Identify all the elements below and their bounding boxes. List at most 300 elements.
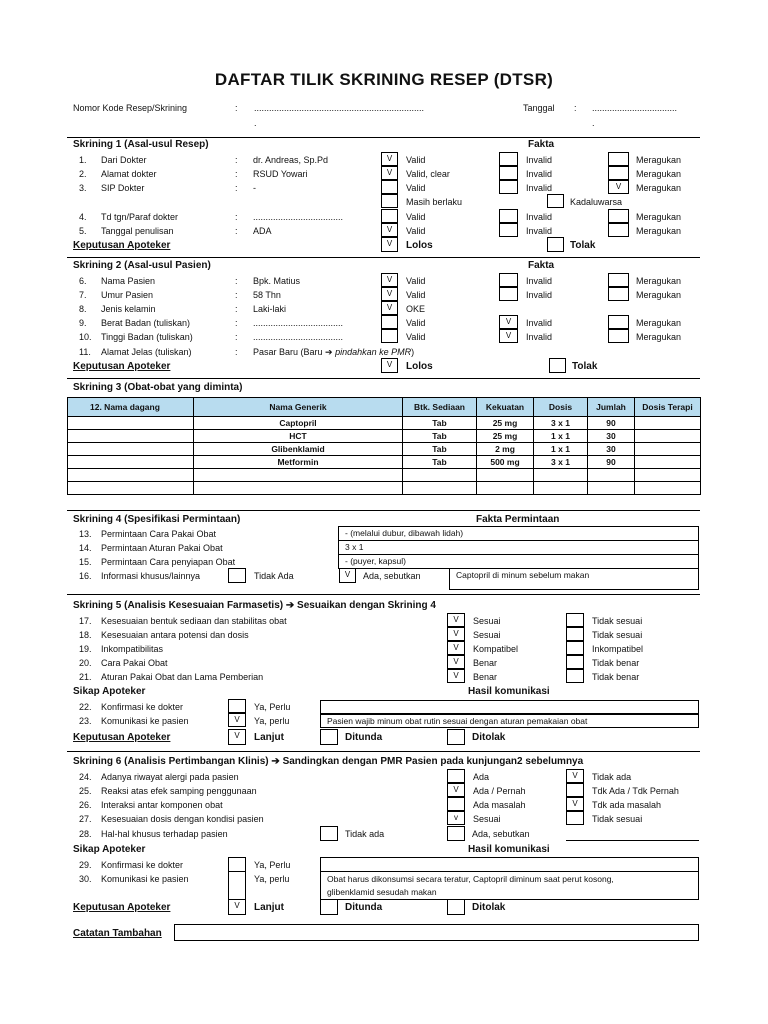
row-label: Reaksi atas efek samping penggunaan (101, 786, 257, 796)
option-label: Invalid (526, 169, 553, 179)
row-number: 1. (79, 155, 87, 165)
option-label: Invalid (526, 183, 553, 193)
row-number: 8. (79, 304, 87, 314)
option-label: Valid (406, 226, 426, 236)
row-number: 7. (79, 290, 87, 300)
row-label: Aturan Pakai Obat dan Lama Pemberian (101, 672, 264, 682)
table-row (68, 456, 701, 469)
option-label: Tdk ada masalah (592, 800, 662, 810)
s2-title: Skrining 2 (Asal-usul Pasien) (73, 260, 211, 271)
hasil-label: Hasil komunikasi (468, 686, 550, 697)
lolos-checkbox[interactable]: V (381, 358, 398, 373)
column-header: Dosis (534, 398, 588, 417)
row-label: Kesesuaian bentuk sediaan dan stabilitas obat (101, 616, 287, 626)
checkbox[interactable]: V (566, 769, 584, 783)
colon: : (235, 155, 238, 165)
note-line: glibenklamid sesudah makan (327, 887, 437, 897)
option-label: OKE (406, 304, 426, 314)
lanjut-label: Lanjut (254, 732, 284, 743)
fakta-field[interactable]: - (melalui dubur, dibawah lidah) (338, 526, 699, 541)
row-label: Kesesuaian dosis dengan kondisi pasien (101, 814, 264, 824)
column-header: Nama Generik (194, 398, 403, 417)
hasil-note-field[interactable] (320, 871, 699, 900)
option-label: Ada / Pernah (473, 786, 526, 796)
checkbox[interactable]: V (447, 783, 465, 797)
row-label: Alamat Jelas (tuliskan) (101, 347, 192, 357)
row-number: 20. (79, 658, 92, 668)
checkbox[interactable]: V (499, 315, 518, 329)
table-cell (635, 456, 701, 469)
row-label: Td tgn/Paraf dokter (101, 212, 179, 222)
table-cell (635, 469, 701, 482)
lanjut-label: Lanjut (254, 902, 284, 913)
s3-title: Skrining 3 (Obat-obat yang diminta) (73, 382, 243, 393)
option-label: Masih berlaku (406, 197, 463, 207)
row-number: 21. (79, 672, 92, 682)
option-label: Invalid (526, 290, 553, 300)
note-line: Obat harus dikonsumsi secara teratur, Captopril diminum saat perut kosong, (327, 874, 614, 884)
ditolak-label: Ditolak (472, 902, 506, 913)
checkbox[interactable] (608, 209, 629, 223)
checkbox[interactable] (447, 797, 465, 811)
table-cell: 30 (588, 443, 635, 456)
checkbox[interactable] (228, 871, 246, 900)
row-number: 18. (79, 630, 92, 640)
row-number: 3. (79, 183, 87, 193)
checkbox[interactable] (499, 180, 518, 194)
checkbox[interactable] (499, 166, 518, 180)
catatan-field[interactable] (174, 924, 699, 941)
option-label: Sesuai (473, 814, 501, 824)
divider (67, 378, 700, 379)
table-cell: 25 mg (477, 430, 534, 443)
checkbox[interactable] (608, 273, 629, 287)
checkbox[interactable]: V (447, 669, 465, 683)
option-label: Meragukan (636, 169, 682, 179)
row-label: SIP Dokter (101, 183, 145, 193)
row-number: 15. (79, 557, 92, 567)
catatan-label: Catatan Tambahan (73, 928, 162, 939)
checkbox[interactable] (228, 699, 246, 713)
table-cell (477, 482, 534, 495)
option-label: Tidak sesuai (592, 814, 643, 824)
row-label: Komunikasi ke pasien (101, 874, 189, 884)
option-label: Invalid (526, 318, 553, 328)
colon: : (235, 212, 238, 222)
alamat-value: Pasar Baru (Baru ➔ pindahkan ke PMR) (253, 347, 415, 357)
divider (67, 257, 700, 258)
table-cell (588, 469, 635, 482)
sebutkan-line (566, 840, 699, 841)
row-value: Bpk. Matius (253, 276, 301, 286)
row-label: Nama Pasien (101, 276, 156, 286)
option-label: Meragukan (636, 318, 682, 328)
row-label: Adanya riwayat alergi pada pasien (101, 772, 239, 782)
row-value: .................................... (253, 212, 344, 222)
checkbox[interactable] (381, 329, 398, 343)
option-label: Tidak ada (345, 829, 385, 839)
checkbox[interactable]: V (381, 166, 398, 180)
row-number: 19. (79, 644, 92, 654)
row-value: - (253, 183, 256, 193)
checkbox[interactable]: V (381, 223, 398, 237)
option-label: Meragukan (636, 226, 682, 236)
row-value: .................................... (253, 318, 344, 328)
keputusan-label: Keputusan Apoteker (73, 732, 171, 743)
table-cell (534, 482, 588, 495)
option-label: Tdk Ada / Tdk Pernah (592, 786, 679, 796)
colon: : (235, 169, 238, 179)
row-value: RSUD Yowari (253, 169, 308, 179)
colon: : (574, 103, 577, 113)
checkbox[interactable]: V (447, 641, 465, 655)
option-label: Kompatibel (473, 644, 519, 654)
option-label: Sesuai (473, 630, 501, 640)
checkbox[interactable]: V (381, 287, 398, 301)
drug-table (67, 397, 701, 495)
checkbox[interactable] (608, 329, 629, 343)
option-label: Ada, sebutkan (363, 571, 421, 581)
s6-title: Skrining 6 (Analisis Pertimbangan Klinis) ➔ Sandingkan dengan PMR Pasien pada kunjungan2 sebelumnya (73, 756, 584, 767)
row-number: 5. (79, 226, 87, 236)
option-label: Tidak benar (592, 672, 640, 682)
row-label: Permintaan Cara Pakai Obat (101, 529, 217, 539)
table-cell (194, 482, 403, 495)
lanjut-checkbox[interactable]: V (228, 729, 246, 745)
checkbox[interactable] (566, 627, 584, 641)
column-header: Jumlah (588, 398, 635, 417)
tolak-checkbox[interactable] (549, 358, 566, 373)
option-label: Meragukan (636, 276, 682, 286)
checkbox[interactable]: V (228, 713, 246, 727)
option-label: Valid (406, 318, 426, 328)
row-label: Interaksi antar komponen obat (101, 800, 223, 810)
nomor-field[interactable]: .................................................................... (254, 103, 425, 113)
row-value: ADA (253, 226, 272, 236)
option-label: Ya, perlu (254, 716, 290, 726)
table-cell: Tab (403, 456, 477, 469)
sikap-label: Sikap Apoteker (73, 686, 146, 697)
ada-checkbox[interactable]: V (339, 568, 356, 583)
hasil-label: Hasil komunikasi (468, 844, 550, 855)
checkbox[interactable] (499, 273, 518, 287)
column-header: Btk. Sediaan (403, 398, 477, 417)
checkbox[interactable]: V (447, 613, 465, 627)
fakta-permintaan-label: Fakta Permintaan (476, 514, 560, 525)
table-cell (194, 469, 403, 482)
checkbox[interactable] (566, 613, 584, 627)
row-number: 16. (79, 571, 92, 581)
row-number: 23. (79, 716, 92, 726)
option-label: Valid, clear (406, 169, 450, 179)
table-cell (68, 443, 194, 456)
table-row (68, 417, 701, 430)
divider (67, 510, 700, 511)
tanggal-label: Tanggal (523, 103, 555, 113)
option-label: Tidak ada (592, 772, 632, 782)
table-cell: 2 mg (477, 443, 534, 456)
option-label: Ya, perlu (254, 874, 290, 884)
ditunda-checkbox[interactable] (320, 899, 338, 915)
checkbox[interactable] (608, 315, 629, 329)
colon: : (235, 318, 238, 328)
keputusan-label: Keputusan Apoteker (73, 902, 171, 913)
row-value: dr. Andreas, Sp.Pd (253, 155, 329, 165)
row-value: Laki-laki (253, 304, 287, 314)
row-label: Permintaan Cara penyiapan Obat (101, 557, 236, 567)
table-cell (68, 469, 194, 482)
hasil-field[interactable] (320, 857, 699, 872)
option-label: Meragukan (636, 183, 682, 193)
table-cell (635, 482, 701, 495)
fakta-field[interactable]: 3 x 1 (338, 540, 699, 555)
option-label: Meragukan (636, 290, 682, 300)
ditolak-label: Ditolak (472, 732, 506, 743)
row-label: Umur Pasien (101, 290, 154, 300)
option-label: Valid (406, 332, 426, 342)
table-row (68, 469, 701, 482)
keputusan-label: Keputusan Apoteker (73, 361, 171, 372)
page-title: DAFTAR TILIK SKRINING RESEP (DTSR) (214, 70, 554, 89)
row-label: Tanggal penulisan (101, 226, 174, 236)
option-label: Ya, Perlu (254, 860, 291, 870)
table-cell: Captopril (194, 417, 403, 430)
checkbox[interactable] (608, 287, 629, 301)
tolak-label: Tolak (572, 361, 598, 372)
checkbox[interactable] (499, 287, 518, 301)
lanjut-checkbox[interactable]: V (228, 899, 246, 915)
row-label: Dari Dokter (101, 155, 147, 165)
tolak-label: Tolak (570, 240, 596, 251)
row-label: Berat Badan (tuliskan) (101, 318, 191, 328)
table-cell (635, 417, 701, 430)
column-header: 12. Nama dagang (68, 398, 194, 417)
checkbox[interactable] (320, 826, 338, 841)
row-number: 25. (79, 786, 92, 796)
checkbox[interactable] (566, 669, 584, 683)
option-label: Invalid (526, 332, 553, 342)
option-label: Valid (406, 155, 426, 165)
option-label: Valid (406, 183, 426, 193)
colon: : (235, 290, 238, 300)
option-label: Valid (406, 290, 426, 300)
info-khusus-field[interactable]: Captopril di minum sebelum makan (449, 568, 699, 590)
ditunda-label: Ditunda (345, 732, 383, 743)
checkbox[interactable] (381, 194, 398, 208)
divider (67, 137, 700, 138)
row-number: 11. (79, 347, 91, 357)
row-label: Konfirmasi ke dokter (101, 702, 184, 712)
row-number: 22. (79, 702, 92, 712)
row-label: Inkompatibilitas (101, 644, 164, 654)
s4-title: Skrining 4 (Spesifikasi Permintaan) (73, 514, 241, 525)
checkbox[interactable]: V (608, 180, 629, 194)
table-cell: Metformin (194, 456, 403, 469)
table-row (68, 482, 701, 495)
row-number: 9. (79, 318, 87, 328)
row-number: 14. (79, 543, 92, 553)
table-cell: 1 x 1 (534, 430, 588, 443)
checkbox[interactable] (566, 641, 584, 655)
table-cell: HCT (194, 430, 403, 443)
option-label: Ada, sebutkan (472, 829, 530, 839)
row-label: Permintaan Aturan Pakai Obat (101, 543, 223, 553)
checkbox[interactable] (547, 194, 564, 208)
table-row (68, 430, 701, 443)
checkbox[interactable] (566, 655, 584, 669)
option-label: Tidak sesuai (592, 630, 643, 640)
table-cell: 3 x 1 (534, 456, 588, 469)
table-cell: 90 (588, 456, 635, 469)
option-label: Valid (406, 276, 426, 286)
nomor-label: Nomor Kode Resep/Skrining (73, 103, 188, 113)
checkbox[interactable] (381, 180, 398, 194)
checkbox[interactable]: V (447, 627, 465, 641)
checkbox[interactable] (608, 166, 629, 180)
colon: : (235, 183, 238, 193)
option-label: Meragukan (636, 332, 682, 342)
checkbox[interactable]: V (566, 797, 584, 811)
table-cell: 90 (588, 417, 635, 430)
divider (67, 594, 700, 595)
row-number: 17. (79, 616, 92, 626)
row-label: Tinggi Badan (tuliskan) (101, 332, 193, 342)
checkbox[interactable] (381, 209, 398, 223)
keputusan-label: Keputusan Apoteker (73, 240, 171, 251)
sikap-label: Sikap Apoteker (73, 844, 146, 855)
option-label: Tidak sesuai (592, 616, 643, 626)
ditolak-checkbox[interactable] (447, 899, 465, 915)
table-cell (68, 417, 194, 430)
table-cell (403, 482, 477, 495)
option-label: Meragukan (636, 155, 682, 165)
option-label: Ya, Perlu (254, 702, 291, 712)
column-header: Dosis Terapi (635, 398, 701, 417)
option-label: Tidak Ada (254, 571, 294, 581)
checkbox[interactable] (566, 811, 584, 825)
colon: : (235, 332, 238, 342)
fakta-field[interactable]: - (puyer, kapsul) (338, 554, 699, 569)
fakta-label: Fakta (528, 139, 555, 150)
row-number: 28. (79, 829, 92, 839)
row-label: Informasi khusus/lainnya (101, 571, 201, 581)
table-cell: 30 (588, 430, 635, 443)
checkbox[interactable]: V (381, 273, 398, 287)
tolak-checkbox[interactable] (547, 237, 564, 252)
hasil-field[interactable]: Pasien wajib minum obat rutin sesuai dengan aturan pemakaian obat (320, 714, 699, 728)
dot: . (254, 118, 257, 128)
row-label: Alamat dokter (101, 169, 157, 179)
table-cell (68, 430, 194, 443)
s1-title: Skrining 1 (Asal-usul Resep) (73, 139, 209, 150)
colon: : (235, 226, 238, 236)
table-cell: 25 mg (477, 417, 534, 430)
checkbox[interactable] (499, 152, 518, 166)
table-cell (68, 456, 194, 469)
tanggal-field[interactable]: .................................. (592, 103, 678, 113)
row-label: Jenis kelamin (101, 304, 156, 314)
option-label: Ada (473, 772, 490, 782)
table-cell (635, 443, 701, 456)
row-number: 26. (79, 800, 92, 810)
row-number: 10. (79, 332, 92, 342)
option-label: Benar (473, 658, 498, 668)
table-cell: Tab (403, 443, 477, 456)
tidak-ada-checkbox[interactable] (228, 568, 246, 583)
checkbox[interactable] (499, 223, 518, 237)
checkbox[interactable]: V (381, 301, 398, 315)
row-number: 30. (79, 874, 92, 884)
table-cell (477, 469, 534, 482)
table-cell (534, 469, 588, 482)
table-cell: 500 mg (477, 456, 534, 469)
lolos-label: Lolos (406, 361, 433, 372)
checkbox[interactable]: V (499, 329, 518, 343)
table-cell: Tab (403, 430, 477, 443)
fakta-label: Fakta (528, 260, 555, 271)
option-label: Sesuai (473, 616, 501, 626)
table-cell: 1 x 1 (534, 443, 588, 456)
checkbox[interactable] (447, 769, 465, 783)
table-cell (635, 430, 701, 443)
checkbox[interactable] (447, 826, 465, 841)
lolos-checkbox[interactable]: V (381, 237, 398, 252)
checkbox[interactable] (228, 857, 246, 872)
row-number: 29. (79, 860, 92, 870)
row-number: 27. (79, 814, 92, 824)
option-label: Inkompatibel (592, 644, 644, 654)
checkbox[interactable] (566, 783, 584, 797)
ditunda-checkbox[interactable] (320, 729, 338, 745)
checkbox[interactable] (381, 315, 398, 329)
dot: . (592, 118, 595, 128)
row-label: Konfirmasi ke dokter (101, 860, 184, 870)
colon: : (235, 304, 238, 314)
option-label: Ada masalah (473, 800, 526, 810)
column-header: Kekuatan (477, 398, 534, 417)
colon: : (235, 276, 238, 286)
option-label: Meragukan (636, 212, 682, 222)
option-label: Tidak benar (592, 658, 640, 668)
option-label: Kadaluwarsa (570, 197, 623, 207)
colon: : (235, 103, 238, 113)
table-cell: 3 x 1 (534, 417, 588, 430)
hasil-field[interactable] (320, 700, 699, 714)
row-number: 24. (79, 772, 92, 782)
option-label: Invalid (526, 212, 553, 222)
colon: : (235, 347, 238, 357)
ditunda-label: Ditunda (345, 902, 383, 913)
checkbox[interactable]: v (447, 811, 465, 825)
option-label: Invalid (526, 226, 553, 236)
checkbox[interactable] (608, 223, 629, 237)
option-label: Benar (473, 672, 498, 682)
row-label: Kesesuaian antara potensi dan dosis (101, 630, 249, 640)
table-cell: Tab (403, 417, 477, 430)
row-number: 13. (79, 529, 92, 539)
ditolak-checkbox[interactable] (447, 729, 465, 745)
checkbox[interactable]: V (381, 152, 398, 166)
checkbox[interactable]: V (447, 655, 465, 669)
table-cell (403, 469, 477, 482)
table-row (68, 443, 701, 456)
checkbox[interactable] (499, 209, 518, 223)
s5-title: Skrining 5 (Analisis Kesesuaian Farmasetis) ➔ Sesuaikan dengan Skrining 4 (73, 600, 436, 611)
row-number: 4. (79, 212, 87, 222)
row-number: 2. (79, 169, 87, 179)
checkbox[interactable] (608, 152, 629, 166)
row-label: Hal-hal khusus terhadap pasien (101, 829, 228, 839)
